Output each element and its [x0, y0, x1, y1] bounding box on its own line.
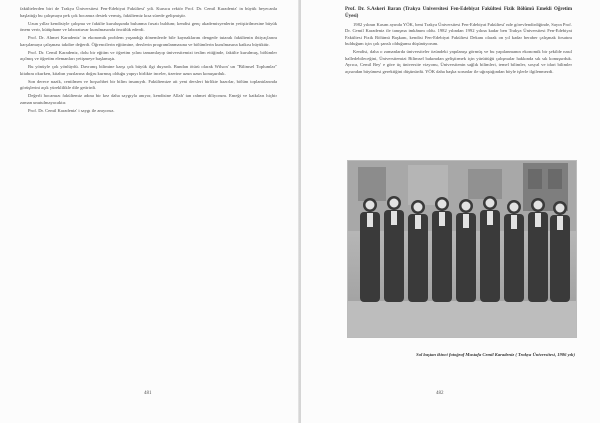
- paragraph: fakültelerden biri de Trakya Üniversitesi Fen-Edebiyat Fakültesi' ydi. Kurucu rektör Prof. Dr. Cemil Karadeniz' in büyük heyecanla başlattığı bu çalışmaya pek çok hocamız destek vermiş, fakültemiz kısa sürede gelişmiştir.: [20, 6, 277, 18]
- paragraph: Prof. Dr. Cemil Karadeniz, dolu bir eğitim ve öğretim yılını tamamlayıp üniversitemizi teslim ettiğinde, fakülte kurulmuş, bölümler açılmış ve öğretim elemanları yetişmeye başlamıştı.: [20, 49, 277, 61]
- group-photo-image: [348, 161, 576, 337]
- paragraph: Değerli hocamızı fakültemiz adına bir kez daha saygıyla anıyor, kendisine Allah' tan rahmet diliyorum. Emeği ve katkıları hiçbir zaman unutulmayacaktır.: [20, 93, 277, 105]
- page-number: 481: [144, 391, 152, 396]
- paragraph: Son derece nazik, centilmen ve hoşsohbet bir bilim insanıydı. Fakültemize ait yeni dersleri birlikte hazırlar, bölüm toplantılarında görüşlerini açık yüreklilikle dile getirirdi.: [20, 78, 277, 90]
- paragraph: Bu yönüyle çok yönlüydü. Davranış bilimine karşı çok büyük ilgi duyardı. Bundan ötürü olarak Wilson' un "Bilimsel Toplumlar" kitabını okurken, kitabın yazılarına doğru kurmuş olduğu yapıyı birlikte inceler, üzerine uzun uzun konuşurduk.: [20, 64, 277, 76]
- paragraph: 1982 yılının Kasım ayında YÖK, beni Trakya Üniversitesi Fen-Edebiyat Fakültesi' nde görevlendirdiğinde, Sayın Prof. Dr. Cemil Karadeniz ile tanışma imkânım oldu. 1982 yılından 1992 yılına kadar ben Trakya Üniversitesi Fen-Edebiyat Fakültesi Fizik Bölümü Başkanı, kendisi Fen-Edebiyat Fakültesi Dekanı olarak on yıl kadar beraber çalışmak fırsatını bulduğum için çok şanslı olduğumu düşünüyorum.: [345, 21, 572, 46]
- right-page-text: [345, 6, 572, 151]
- section-heading: Prof. Dr. S.Askeri Baran (Trakya Üniversitesi Fen-Edebiyat Fakültesi Fizik Bölümü Emekli Öğretim Üyesi): [345, 7, 572, 19]
- paragraph: Uzun yıllar kendisiyle çalışma ve fakülte kuruluşunda bulunma fırsatı buldum; kendisi genç akademisyenlerin yetiştirilmesine büyük önem verir, kütüphane ve laboratuvar kurulmasında öncülük ederdi.: [20, 20, 277, 32]
- page-number: 482: [436, 391, 444, 396]
- paragraph: Kendisi, daha o zamanlarda üniversiteler özündeki yapılanışı görmüş ve bu yapılanmanın ekonomik bir şekilde nasıl halledebileceğini, Üniversitemizi Bilimsel bakımdan geliştirmek için yürüttüğü çalışmalar hakkında sık sık konuşurduk. Ayrıca, Cemil Bey' e göre üç üniversite vizyonu, Üniversitenin sağlık bilimleri, temel bilimler, sosyal ve idari bilimler açısından büyümesi gerektiğini düşünürdü. YÖK daha başka sorunlar ile uğraştığından böyle işlerle ilgilenmezdi.: [345, 49, 572, 74]
- photo-caption: Sol baştan ikinci fotoğraf Mustafa Cemil Karadeniz ( Trakya Üniversitesi, 1986 yılı): [416, 352, 575, 357]
- paragraph: Prof. Dr. Ahmet Karadeniz' in ekonomik problem yaşandığı dönemlerde bile kaynaklarını dengede tutarak fakültenin ihtiyaçlarını karşılamaya çalışması takdire değerdi. Öğrencilerin eğitimine, derslerin programlanmasına ve bölümlerin kurulmasına katkısı büyüktür.: [20, 35, 277, 47]
- right-page: [301, 0, 600, 423]
- group-photo: [347, 160, 577, 338]
- left-page-text: [20, 6, 277, 356]
- left-page: [0, 0, 299, 423]
- paragraph: Prof. Dr. Cemil Karadeniz' i saygı ile anıyoruz.: [28, 107, 115, 113]
